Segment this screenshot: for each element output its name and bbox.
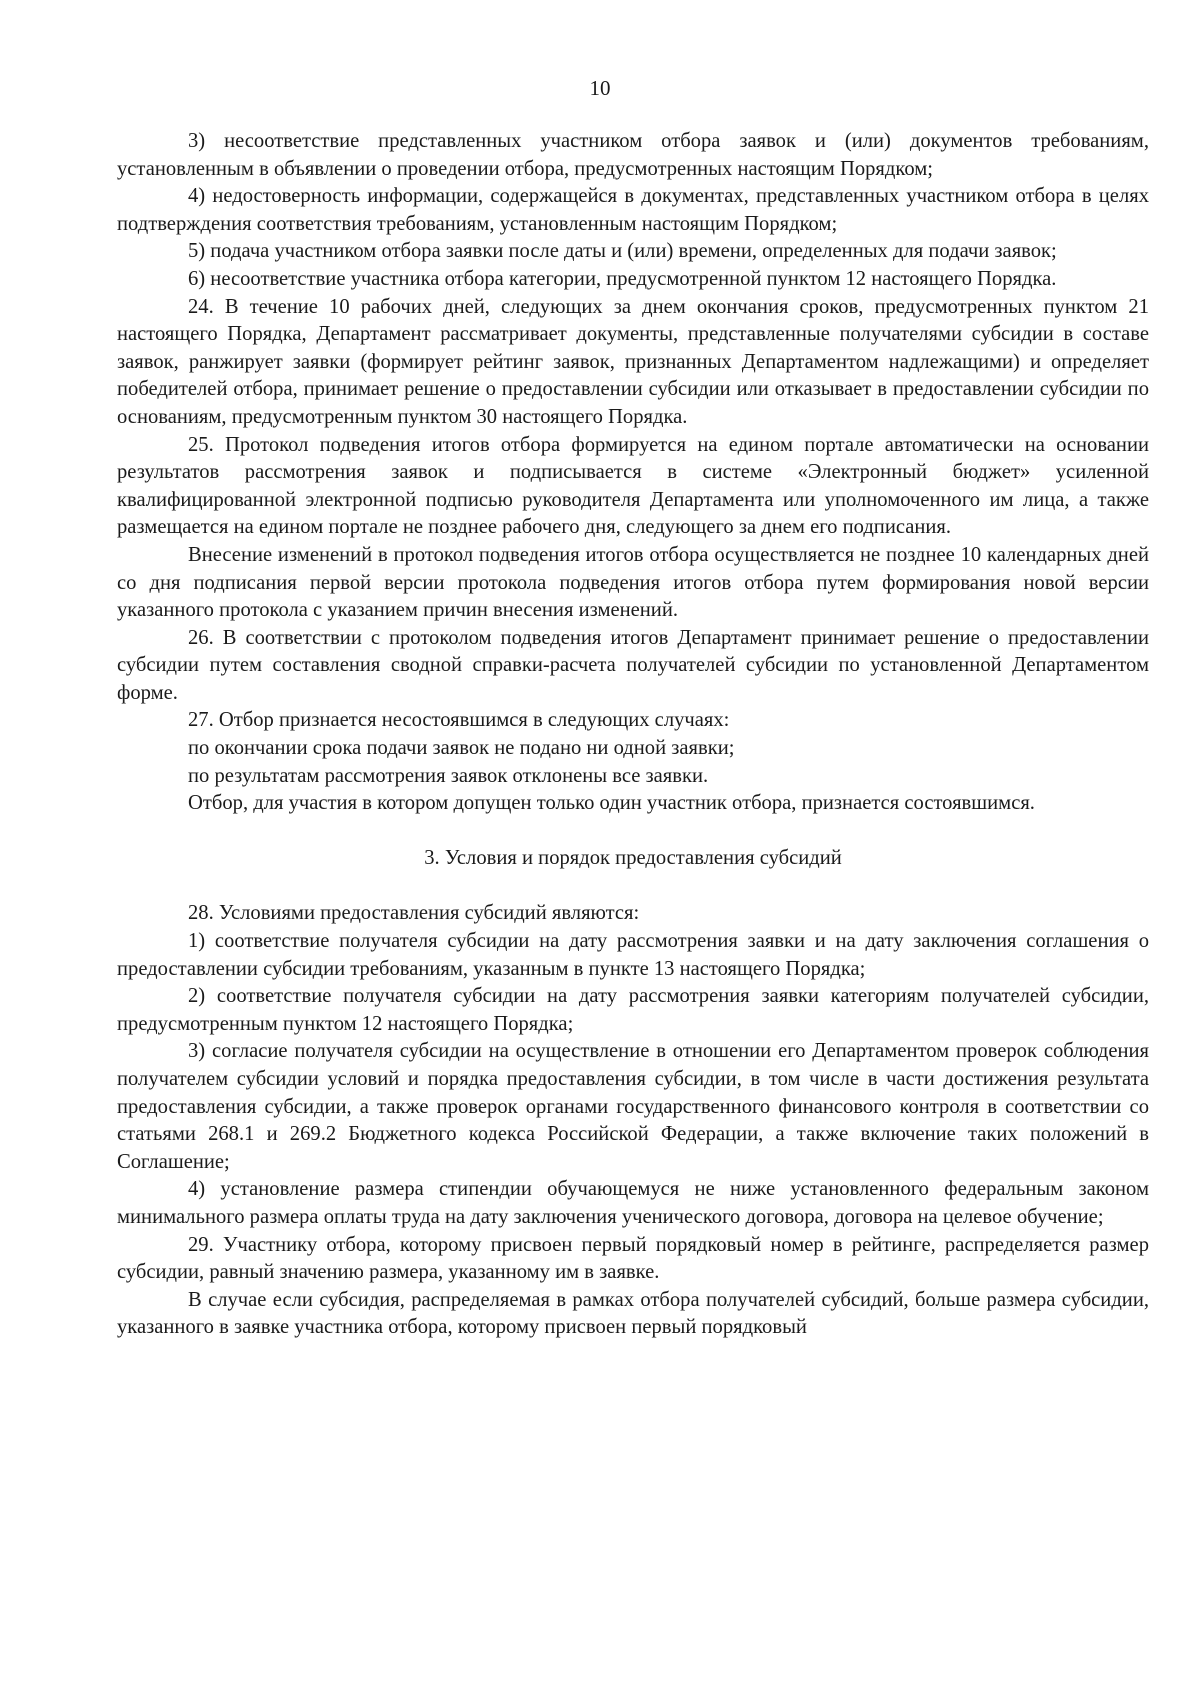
- paragraph: по результатам рассмотрения заявок отклонены все заявки.: [188, 764, 709, 787]
- paragraph: 5) подача участником отбора заявки после даты и (или) времени, определенных для подачи заявок;: [188, 240, 1057, 263]
- paragraph: В случае если субсидия, распределяемая в рамках отбора получателей субсидий, больше размера субсидии, указанного в заявке участника отбора, которому присвоен первый порядковый: [117, 1288, 1149, 1339]
- paragraph: по окончании срока подачи заявок не подано ни одной заявки;: [188, 737, 735, 760]
- paragraph: 4) установление размера стипендии обучающемуся не ниже установленного федеральным законом минимального размера оплаты труда на дату заключения ученического договора, договора на целевое обучение;: [117, 1178, 1149, 1228]
- paragraph: Отбор, для участия в котором допущен только один участник отбора, признается состоявшимся.: [188, 792, 1035, 815]
- paragraph: 29. Участнику отбора, которому присвоен первый порядковый номер в рейтинге, распределяется размер субсидии, равный значению размера, указанному им в заявке.: [117, 1233, 1149, 1284]
- paragraph: Внесение изменений в протокол подведения итогов отбора осуществляется не позднее 10 календарных дней со дня подписания первой версии протокола подведения итогов отбора путем формирования новой версии указанного протокола с указанием причин внесения изменений.: [117, 543, 1149, 622]
- paragraph: 26. В соответствии с протоколом подведения итогов Департамент принимает решение о предоставлении субсидии путем составления сводной справки-расчета получателей субсидии по установленной Департаментом форме.: [117, 626, 1149, 704]
- paragraph: 3) несоответствие представленных участником отбора заявок и (или) документов требованиям, установленным в объявлении о проведении отбора, предусмотренных настоящим Порядком;: [117, 130, 1149, 180]
- paragraph: 25. Протокол подведения итогов отбора формируется на едином портале автоматически на основании результатов рассмотрения заявок и подписывается в системе «Электронный бюджет» усиленной квалифицированной электронной подписью руководителя Департамента или уполномоченного им лица, а также размещается на едином портале не позднее рабочего дня, следующего за днем его подписания.: [117, 433, 1149, 539]
- paragraph: 6) несоответствие участника отбора категории, предусмотренной пунктом 12 настоящего Порядка.: [188, 267, 1057, 290]
- paragraph: 4) недостоверность информации, содержащейся в документах, представленных участником отбора в целях подтверждения соответствия требованиям, установленным настоящим Порядком;: [117, 185, 1149, 235]
- paragraph: 2) соответствие получателя субсидии на дату рассмотрения заявки категориям получателей субсидии, предусмотренным пунктом 12 настоящего Порядка;: [117, 985, 1149, 1035]
- paragraph: 28. Условиями предоставления субсидий являются:: [188, 902, 640, 925]
- paragraph: 3) согласие получателя субсидии на осуществление в отношении его Департаментом проверок соблюдения получателем субсидии условий и порядка предоставления субсидии, в том числе в части достижения результата предоставления субсидии, а также проверок органами государственного финансового контроля в соответствии со статьями 268.1 и 269.2 Бюджетного кодекса Российской Федерации, а также включение таких положений в Соглашение;: [117, 1040, 1149, 1173]
- document-body: [117, 128, 1149, 1342]
- page-number: 10: [589, 76, 611, 100]
- paragraph: 27. Отбор признается несостоявшимся в следующих случаях:: [188, 709, 730, 732]
- paragraph: 1) соответствие получателя субсидии на дату рассмотрения заявки и на дату заключения соглашения о предоставлении субсидии требованиям, указанным в пункте 13 настоящего Порядка;: [117, 930, 1149, 980]
- section-heading: 3. Условия и порядок предоставления субсидий: [424, 846, 842, 869]
- paragraph: 24. В течение 10 рабочих дней, следующих за днем окончания сроков, предусмотренных пунктом 21 настоящего Порядка, Департамент рассматривает документы, представленные получателями субсидии в составе заявок, ранжирует заявки (формирует рейтинг заявок, признанных Департаментом надлежащими) и определяет победителей отбора, принимает решение о предоставлении субсидии или отказывает в предоставлении субсидии по основаниям, предусмотренным пунктом 30 настоящего Порядка.: [117, 295, 1149, 428]
